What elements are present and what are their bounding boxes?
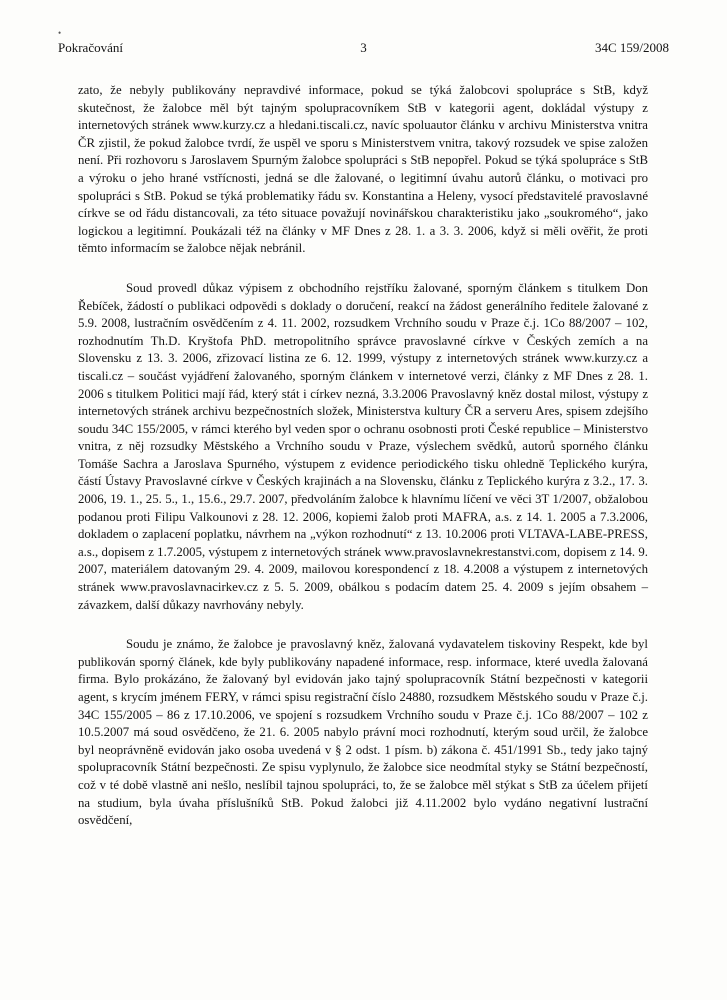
paragraph-3: Soudu je známo, že žalobce je pravoslavný kněz, žalovaná vydavatelem tiskoviny Respekt, kde byl publikován sporný článek, kde byly publikovány napadené informace, resp. informace, které uvedla žalovaná firma. Bylo prokázáno, že žalovaný byl evidován jako tajný spolupracovník Státní bezpečnosti v kategorii agent, s krycím jménem FERY, v rámci spisu registrační číslo 24880, rozsudkem Městského soudu v Praze č.j. 34C 155/2005 – 86 z 17.10.2006, ve spojení s rozsudkem Vrchního soudu v Praze č.j. 1Co 88/2007 – 102 z 10.5.2007 má soud osvědčeno, že 21. 6. 2005 nabylo právní moci rozhodnutí, kterým soud určil, že žalobce byl neoprávněně evidován jako osoba uvedená v § 2 odst. 1 písm. b) zákona č. 451/1991 Sb., tedy jako tajný spolupracovník Státní bezpečnosti. Ze spisu vyplynulo, že žalobce sice neodmítal styky se Státní bezpečností, což v té době vlastně ani nešlo, neslíbil tajnou spolupráci, to, že se žalobce měl stýkat s StB za účelem přijetí na studium, byla úvaha příslušníků StB. Pokud žalobci již 4.11.2002 bylo vydáno negativní lustrační osvědčení, xyxy=(78,637,648,828)
paragraph-2: Soud provedl důkaz výpisem z obchodního rejstříku žalované, sporným článkem s titulkem Don Řebíček, žádostí o publikaci odpovědi s doklady o doručení, reakcí na žádost generálního ředitele žalované z 5.9. 2008, lustračním osvědčením z 4. 11. 2002, rozsudkem Vrchního soudu v Praze č.j. 1Co 88/2007 – 102, rozhodnutím Th.D. Kryštofa PhD. metropolitního správce pravoslavné církve v Českých zemích a na Slovensku z 13. 3. 2006, zřizovací listina ze 6. 12. 1999, výstupy z internetových stránek www.kurzy.cz a tiscali.cz – součást vyjádření žalovaného, sporným článkem v internetové verzi, články z MF Dnes z 28. 1. 2006 s titulkem Politici mají řád, který stát i církev nezná, 3.3.2006 Pravoslavný kněz dostal milost, výstupy z internetových stránek archivu bezpečnostních složek, Ministerstva kultury ČR a serveru Ares, spisem zdejšího soudu 34C 155/2005, v rámci kterého byl veden spor o ochranu osobnosti proti České republice – Ministerstvo vnitra, z něj rozsudky Městského a Vrchního soudu v Praze, výslechem svědků, autorů sporného článku Tomáše Sachra a Jaroslava Spurného, výstupem z evidence periodického tisku ohledně Teplického kurýra, částí Ústavy Pravoslavné církve v Českých krajinách a na Slovensku, článku z Teplického kurýra z 3.2., 17. 3. 2006, 19. 1., 25. 5., 1., 15.6., 29.7. 2007, předvoláním žalobce k hlavnímu líčení ve věci 3T 1/2007, obžalobou podanou proti Filipu Valkounovi z 28. 12. 2006, kopiemi žalob proti MAFRA, a.s. z 14. 1. 2005 a 7.3.2006, dokladem o zaplacení poplatku, návrhem na „výkon rozhodnutí“ z 13. 10.2006 proti VLTAVA-LABE-PRESS, a.s., dopisem z 1.7.2005, výstupem z internetových stránek www.pravoslavnekrestanstvi.com, dopisem z 14. 9. 2007, materiálem datovaným 29. 4. 2009, mailovou korespondencí z 18. 4.2008 a výstupem z internetových stránek www.pravoslavnacirkev.cz z 5. 5. 2009, obálkou s podacím datem 25. 4. 2009 s jejím obsahem – závazkem, další důkazy navrhovány nebyly. xyxy=(78,280,648,612)
paragraph-1: zato, že nebyly publikovány nepravdivé informace, pokud se týká žalobcovi spolupráce s StB, když skutečnost, že žalobce měl být tajným spolupracovníkem StB v kategorii agent, dokládal výstupy z internetových stránek www.kurzy.cz a hledani.tiscali.cz, navíc spoluautor článku v archivu Ministerstva vnitra ČR zjistil, že pokud žalobce tvrdí, že uspěl ve sporu s Ministerstvem vnitra, takový rozsudek ve spise založen není. Při rozhovoru s Jaroslavem Spurným žalobce spolupráci s StB nepopřel. Pokud se týká spolupráce s StB a výroku o jeho hrané vstřícnosti, jedná se dle žalované, o legitimní úvahu autorů článku, o motivaci pro spolupráci s StB. Pokud se týká problematiky řádu sv. Konstantina a Heleny, vysocí představitelé pravoslavné církve se od řádu distancovali, za této situace považují novinářskou charakteristiku jako „soukromého“, jako logickou a legitimní. Poukázali též na články v MF Dnes z 28. 1. a 3. 3. 2006, když si měli ověřit, že proti těmto informacím se žalobce nějak nebránil. xyxy=(78,83,648,256)
header-continuation-label: Pokračování xyxy=(58,40,123,55)
corner-mark: • xyxy=(58,28,62,38)
page-number: 3 xyxy=(360,40,367,55)
case-number: 34C 159/2008 xyxy=(594,40,669,55)
page-header xyxy=(58,40,669,60)
document-body xyxy=(78,82,648,852)
